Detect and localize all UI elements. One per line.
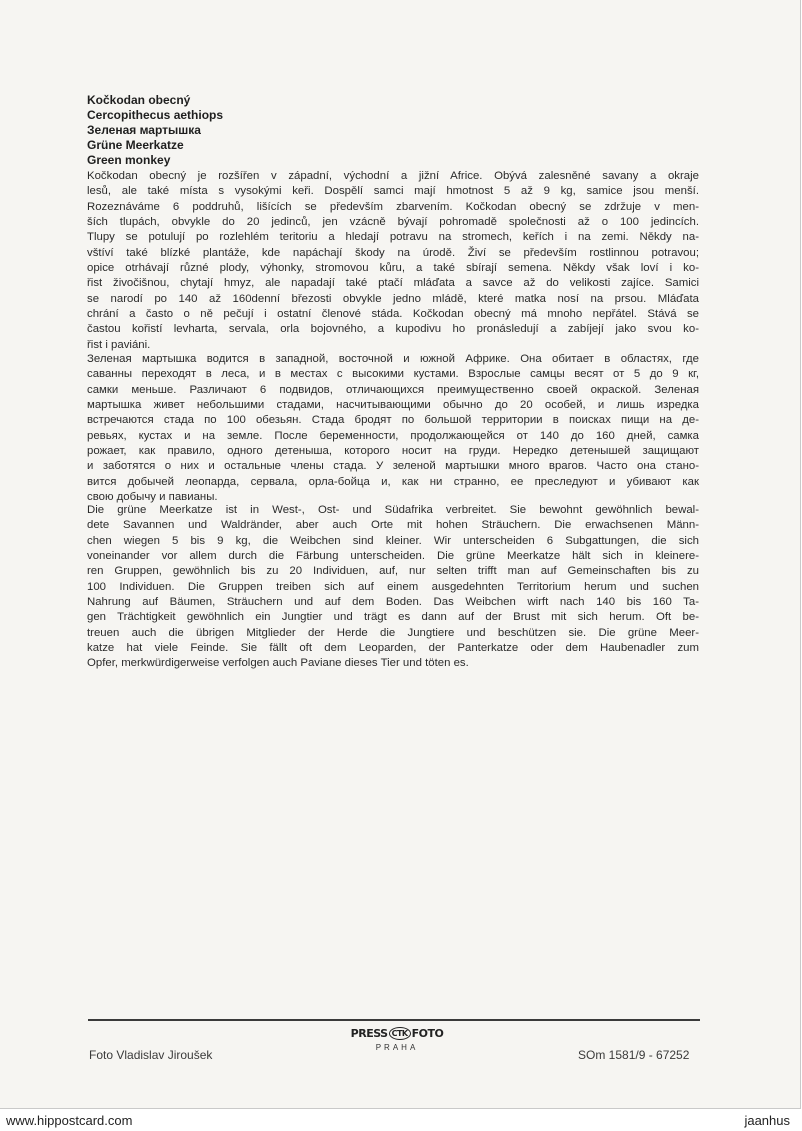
paragraph-line: chrání a často o ně pečují i ostatní členové stáda. Kočkodan obecný má mnoho nepřátel. Stává se [87, 308, 699, 321]
paragraph-line: свою добычу и павианы. [87, 491, 218, 504]
paragraph-line: мартышка живет небольшими стадами, насчитывающими обычно до 20 особей, и лишь изредка [87, 399, 699, 412]
paragraph-line: lesů, ale také místa s vysokými keři. Dospělí samci mají hmotnost 5 až 9 kg, samice jsou menší. [87, 185, 699, 198]
title-latin: Cercopithecus aethiops [87, 108, 224, 122]
paragraph-line: ren Gruppen, gewöhnlich bis zu 20 Individuen, auf, nur selten trifft man auf Gemeinschaften bis zu [87, 565, 699, 578]
title-czech: Kočkodan obecný [87, 93, 191, 107]
paragraph-line: voneinander vor allem durch die Färbung unterscheiden. Die grüne Meerkatze hält sich in kleinere- [87, 550, 699, 563]
publisher-city: PRAHA [375, 1043, 419, 1052]
paragraph-line: 100 Individuen. Die Gruppen treiben sich auf einem ausgedehnten Territorium herum und suchen [87, 580, 699, 593]
paragraph-line: katze hat viele Feinde. Sie fällt oft dem Leoparden, der Panterkatze oder dem Haubenadler zum [87, 642, 699, 655]
paragraph-line: dete Savannen und Waldränder, aber auch Orte mit hohen Sträuchern. Die erwachsenen Männ- [87, 519, 699, 532]
paragraph-line: вится добычей леопарда, сервала, орла-бойца и, как ни странно, ее преследуют и убивают как [87, 475, 699, 488]
publisher-left: PRESS [350, 1027, 388, 1040]
paragraph-line: встречаются стада по 100 обезьян. Стада бродят по большой территории в поисках пищи на де- [87, 414, 699, 427]
paragraph-line: Rozeznáváme 6 poddruhů, lišících se především zbarvením. Kočkodan obecný se zdržuje v men- [87, 200, 699, 213]
paragraph-line: gen Trächtigkeit gewöhnlich ein Jungtier und trägt es dann auf der Brust mit sich herum. Oft be- [87, 611, 699, 624]
title-russian: Зеленая мартышка [87, 123, 201, 137]
paragraph-czech [87, 169, 699, 353]
publisher-brand [352, 1027, 442, 1040]
watermark-right: jaanhus [744, 1113, 790, 1128]
paragraph-line: Зеленая мартышка водится в западной, восточной и южной Африке. Она обитает в областях, где [87, 353, 699, 365]
paragraph-line: Die grüne Meerkatze ist in West-, Ost- und Südafrika verbreitet. Sie bewohnt gewöhnlich bewal- [87, 504, 699, 516]
publisher-right: FOTO [411, 1027, 444, 1040]
paragraph-line: treuen auch die übrigen Mitglieder der Herde die Jungtiere und beschützen sie. Die grüne Meer- [87, 626, 699, 639]
footer-divider [88, 1019, 700, 1021]
paragraph-line: самки меньше. Различают 6 подвидов, отличающихся преимущественно своей окраской. Зеленая [87, 383, 699, 396]
paragraph-line: саванны переходят в леса, и в местах с высокими кустами. Взрослые самцы весят от 5 до 9 кг, [87, 368, 699, 381]
paragraph-line: Kočkodan obecný je rozšířen v západní, východní a jižní Africe. Obývá zalesněné savany a okraje [87, 170, 699, 182]
publisher-mid: CTK [389, 1027, 411, 1040]
watermark-left: www.hippostcard.com [6, 1113, 133, 1128]
paragraph-german [87, 503, 699, 672]
publisher-logo [352, 1027, 442, 1052]
paragraph-line: рожает, как правило, одного детеныша, которого носит на груди. Нередко детенышей защищают [87, 445, 699, 458]
paragraph-line: vštíví také blízké plantáže, kde napáchají škody na úrodě. Živí se především rostlinnou potravou; [87, 246, 699, 259]
paragraph-line: chen wiegen 5 bis 9 kg, die Weibchen sind kleiner. Wir unterscheiden 6 Subgattungen, die sich [87, 534, 699, 547]
paragraph-line: ších tlupách, obvykle do 20 jedinců, jen vzácně bývají pohromadě společnosti až o 100 jedincích. [87, 216, 699, 229]
paragraph-line: se narodí po 140 až 160denní březosti obvykle jedno mládě, které matka nosí na prsou. Mláďata [87, 292, 699, 305]
title-german: Grüne Meerkatze [87, 138, 184, 152]
paragraph-line: Tlupy se potulují po rozlehlém teritoriu a hledají potravu na stromech, keřích i na zemi. Někdy na- [87, 231, 699, 244]
paragraph-line: řist živočišnou, chytají hmyz, ale napadají také ptačí mláďata a savce až do velikosti zajíce. Samici [87, 277, 699, 290]
paragraph-line: Nahrung auf Bäumen, Sträuchern und auf dem Boden. Das Weibchen wirft nach 140 bis 160 Ta- [87, 596, 699, 609]
photo-credit: Foto Vladislav Jiroušek [89, 1048, 213, 1062]
species-titles [87, 93, 223, 168]
paragraph-line: Opfer, merkwürdigerweise verfolgen auch Paviane dieses Tier und töten es. [87, 657, 469, 670]
paragraph-russian [87, 352, 699, 505]
paragraph-line: и заботятся о них и остальные члены стада. У зеленой мартышки много врагов. Часто она стано- [87, 460, 699, 473]
paragraph-line: řist i paviáni. [87, 338, 151, 351]
paragraph-line: opice otrhávají různé plody, výhonky, stromovou kůru, a také sbírají semena. Někdy však loví i ko- [87, 262, 699, 275]
catalog-code: SOm 1581/9 - 67252 [578, 1048, 690, 1062]
title-english: Green monkey [87, 153, 171, 167]
paragraph-line: častou kořistí levharta, servala, orla bojovného, a kupodivu ho pronásledují a zabíjejí jako svou ko- [87, 323, 699, 336]
paragraph-line: ревьях, кустах и на земле. После беременности, продолжающейся от 140 до 160 дней, самка [87, 429, 699, 442]
